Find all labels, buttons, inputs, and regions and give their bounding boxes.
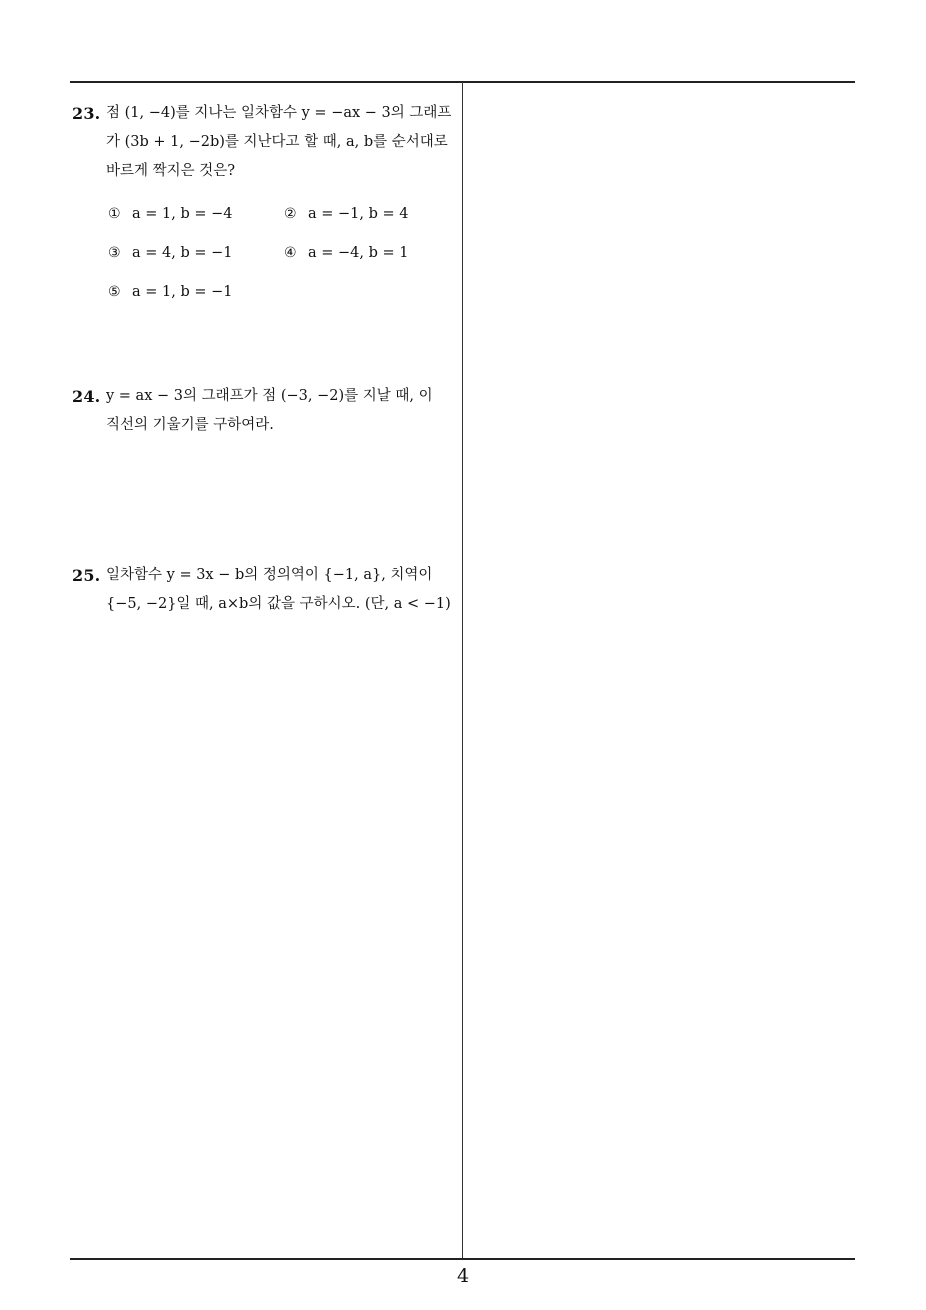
choice-1[interactable] xyxy=(108,200,232,228)
question-line: 일차함수 y = 3x − b의 정의역이 {−1, a}, 치역이 xyxy=(106,567,433,583)
question-number: 25. xyxy=(72,566,101,585)
column-divider xyxy=(462,82,463,1259)
choice-mark: ④ xyxy=(284,245,297,261)
choice-text: a = 1, b = −4 xyxy=(132,206,233,222)
question-text xyxy=(106,382,456,440)
question-number: 23. xyxy=(72,104,101,123)
choice-5[interactable] xyxy=(108,278,232,306)
question-line: y = ax − 3의 그래프가 점 (−3, −2)를 지날 때, 이 xyxy=(106,388,433,404)
choice-text: a = −4, b = 1 xyxy=(308,245,409,261)
choice-text: a = 4, b = −1 xyxy=(132,245,233,261)
choice-mark: ⑤ xyxy=(108,284,121,300)
choice-mark: ③ xyxy=(108,245,121,261)
choice-text: a = −1, b = 4 xyxy=(308,206,409,222)
choice-2[interactable] xyxy=(284,200,408,228)
question-line: 바르게 짝지은 것은? xyxy=(106,163,236,179)
question-24 xyxy=(72,382,456,440)
question-line: {−5, −2}일 때, a×b의 값을 구하시오. (단, a < −1) xyxy=(106,596,451,612)
question-line: 가 (3b + 1, −2b)를 지난다고 할 때, a, b를 순서대로 xyxy=(106,134,448,150)
bottom-rule xyxy=(70,1258,855,1260)
choice-mark: ① xyxy=(108,206,121,222)
question-23 xyxy=(72,99,456,186)
choice-3[interactable] xyxy=(108,239,232,267)
choice-mark: ② xyxy=(284,206,297,222)
question-text xyxy=(106,99,456,186)
question-text xyxy=(106,561,456,619)
question-line: 점 (1, −4)를 지나는 일차함수 y = −ax − 3의 그래프 xyxy=(106,105,452,121)
question-line: 직선의 기울기를 구하여라. xyxy=(106,417,274,433)
choice-4[interactable] xyxy=(284,239,408,267)
question-number: 24. xyxy=(72,387,101,406)
page-number: 4 xyxy=(456,1265,470,1287)
choice-text: a = 1, b = −1 xyxy=(132,284,233,300)
question-25 xyxy=(72,561,456,619)
